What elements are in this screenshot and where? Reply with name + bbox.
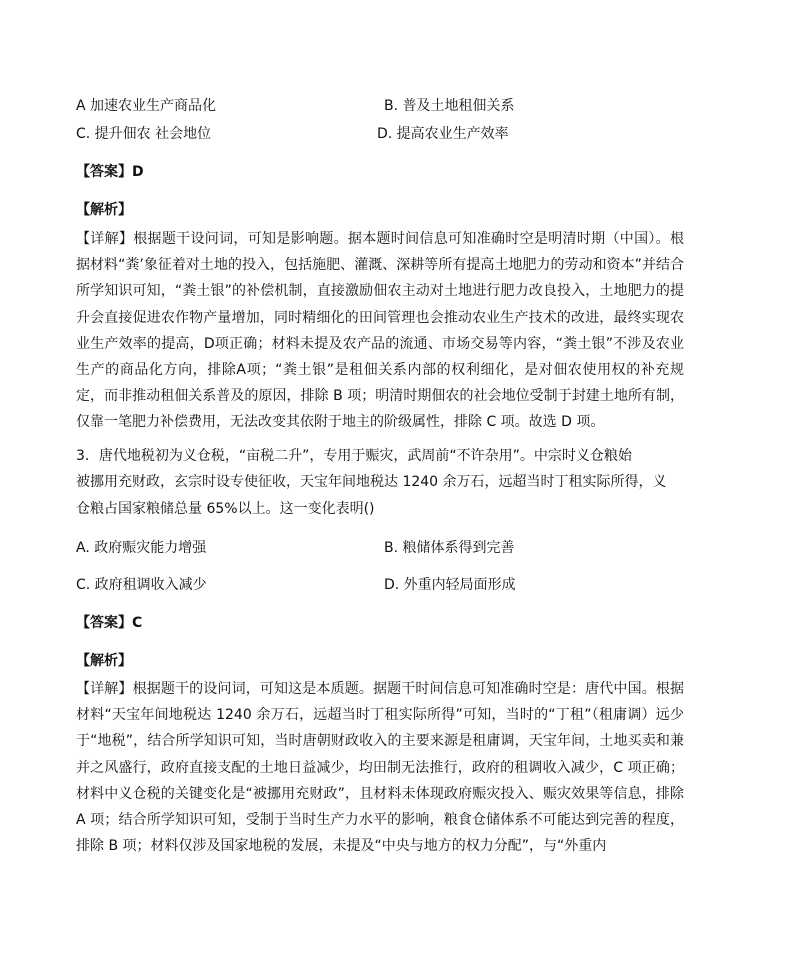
q3-stem-line-1: 3．唐代地税初为义仓税，“亩税二升”，专用于赈灾，武周前“不许杂用”。中宗时义仓粮始	[76, 448, 632, 464]
q2-detail-paragraph: 【详解】根据题干设问词，可知是影响题。据本题时间信息可知准确时空是明清时期（中国）。根据材料“粪’象征着对土地的投入，包括施肥、灌溉、深耕等所有提高土地肥力的劳动和资本”并结合所学知识可知，“粪土银”的补偿机制，直接激励佃农主动对土地进行肥力改良投入，土地肥力的提升会直接促进农作物产量增加，同时精细化的田间管理也会推动农业生产技术的改进，最终实现农业生产效率的提高，D项正确；材料未提及农产品的流通、市场交易等内容，“粪土银”不涉及农业生产的商品化方向，排除A项；“粪土银”是租佃关系内部的权利细化，是对佃农使用权的补充规定，而非推动租佃关系普及的原因，排除 B 项；明清时期佃农的社会地位受制于封建土地所有制，仅靠一笔肥力补偿费用，无法改变其依附于地主的阶级属性，排除 C 项。故选 D 项。	[76, 231, 684, 431]
q3-option-b: B. 粮储体系得到完善	[384, 540, 515, 556]
q2-option-b: B. 普及土地租佃关系	[384, 98, 515, 114]
q3-option-a: A. 政府赈灾能力增强	[76, 540, 207, 556]
q3-analysis-label: 【解析】	[76, 653, 132, 669]
q3-option-d: D. 外重内轻局面形成	[384, 577, 516, 593]
q2-option-d: D. 提高农业生产效率	[377, 126, 509, 142]
q3-stem-line-2: 被挪用充财政，玄宗时设专使征收，天宝年间地税达 1240 余万石，远超当时丁租实际所得，义	[76, 474, 667, 490]
q3-stem-line-3: 仓粮占国家粮储总量 65%以上。这一变化表明()	[76, 501, 375, 517]
q3-option-c: C. 政府租调收入减少	[76, 577, 207, 593]
q2-analysis-label: 【解析】	[76, 202, 132, 218]
q2-option-c: C. 提升佃农 社会地位	[76, 126, 212, 142]
q2-answer: 【答案】D	[76, 164, 144, 180]
q3-answer: 【答案】C	[76, 615, 143, 631]
q3-detail-paragraph: 【详解】根据题干的设问词，可知这是本质题。据题干时间信息可知准确时空是：唐代中国。根据材料“天宝年间地税达 1240 余万石，远超当时丁租实际所得”可知，当时的“丁租”（租庸调）远少于“地税”，结合所学知识可知，当时唐朝财政收入的主要来源是租庸调，天宝年间，土地买卖和兼并之风盛行，政府直接支配的土地日益减少，均田制无法推行，政府的租调收入减少，C 项正确；材料中义仓税的关键变化是“被挪用充财政”，且材料未体现政府赈灾投入、赈灾效果等信息，排除 A 项；结合所学知识可知，受制于当时生产力水平的影响，粮食仓储体系不可能达到完善的程度，排除 B 项；材料仅涉及国家地税的发展，未提及“中央与地方的权力分配”，与“外重内	[76, 681, 684, 855]
q2-option-a: A 加速农业生产商品化	[76, 98, 217, 114]
